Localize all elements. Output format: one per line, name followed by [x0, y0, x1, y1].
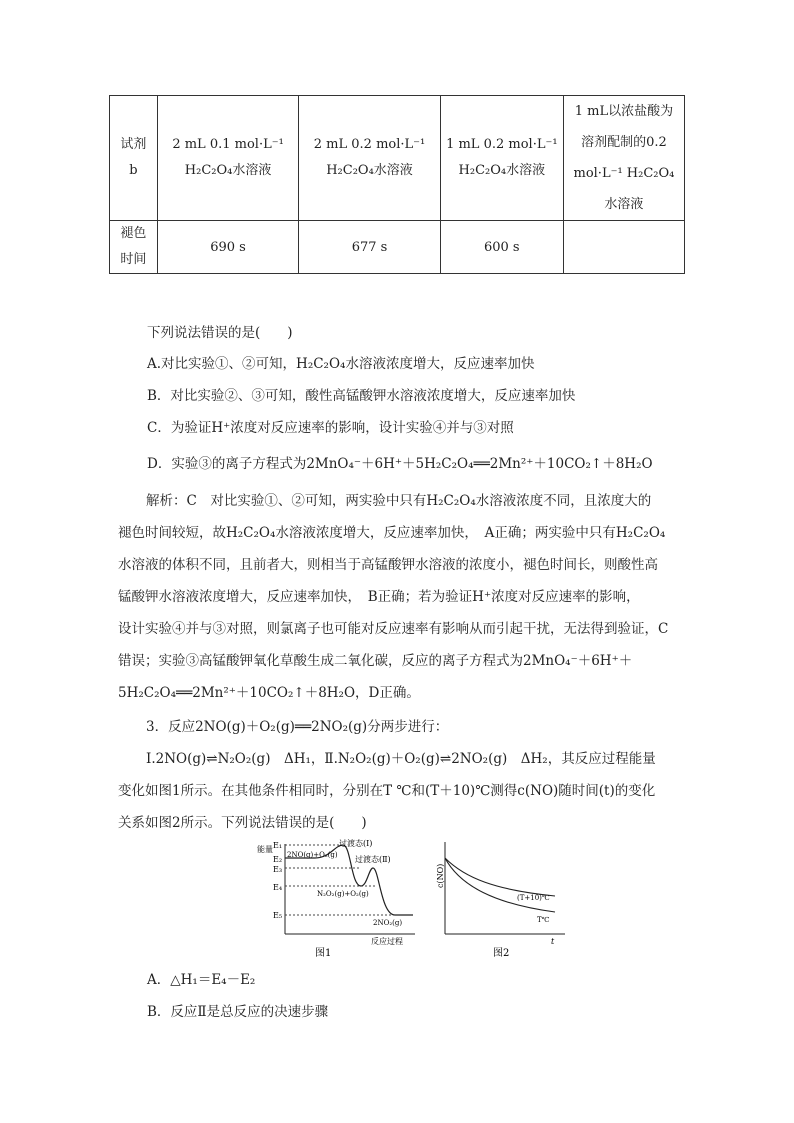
option-a: A.对比实验①、②可知，H₂C₂O₄水溶液浓度增大，反应速率加快 [147, 356, 535, 372]
head-line: b [129, 163, 138, 178]
analysis-line: 褪色时间较短，故H₂C₂O₄水溶液浓度增大，反应速率加快， A正确；两实验中只有H₂C₂O₄ [118, 525, 666, 541]
q3-option-b: B．反应Ⅱ是总反应的决速步骤 [147, 1004, 329, 1020]
cell-time1: 690 s [157, 221, 298, 274]
fig2-caption: 图2 [493, 948, 510, 959]
ts1-label: 过渡态(Ⅰ) [339, 839, 373, 848]
level-e3: E₃ [273, 865, 283, 874]
cell-line: 2 mL 0.1 mol·L⁻¹ [172, 137, 284, 152]
analysis-line: 设计实验④并与③对照，则氯离子也可能对反应速率有影响从而引起干扰，无法得到验证，C [118, 621, 669, 637]
analysis-line: 水溶液的体积不同，且前者大，则相当于高锰酸钾水溶液的浓度小，褪色时间长，则酸性高 [118, 557, 658, 573]
ts2-label: 过渡态(Ⅱ) [355, 855, 391, 864]
level-e1: E₁ [273, 841, 283, 850]
option-b: B．对比实验②、③可知，酸性高锰酸钾水溶液浓度增大，反应速率加快 [147, 388, 576, 404]
figure-2-concentration-plot [436, 842, 565, 959]
table-row [110, 96, 685, 221]
fig1-caption: 图1 [315, 948, 332, 959]
level-e5: E₅ [273, 911, 283, 920]
cell-line: H₂C₂O₄水溶液 [458, 163, 546, 178]
cell-exp1 [157, 96, 298, 221]
option-c: C．为验证H⁺浓度对反应速率的影响，设计实验④并与③对照 [147, 420, 514, 436]
q3-line: Ⅰ.2NO(g)⇌N₂O₂(g) ΔH₁，Ⅱ.N₂O₂(g)＋O₂(g)⇌2NO₂(g) ΔH₂，其反应过程能量 [146, 751, 656, 767]
head-line: 褪色 [120, 226, 147, 241]
curve-cold [445, 858, 555, 912]
q3-option-a: A．△H₁＝E₄－E₂ [147, 972, 256, 988]
q3-line: 3．反应2NO(g)＋O₂(g)══2NO₂(g)分两步进行： [146, 719, 449, 735]
cell-line: 水溶液 [604, 197, 644, 212]
option-d: D．实验③的离子方程式为2MnO₄⁻＋6H⁺＋5H₂C₂O₄══2Mn²⁺＋10CO₂↑＋8H₂O [147, 456, 653, 472]
row-head-reagent [110, 96, 158, 221]
level-e2: E₂ [273, 855, 283, 864]
mid-label: N₂O₂(g)+O₂(g) [317, 890, 369, 898]
reaction-figures [255, 838, 575, 963]
cell-line: 2 mL 0.2 mol·L⁻¹ [313, 137, 426, 152]
cell-line: H₂C₂O₄水溶液 [184, 163, 272, 178]
curve-hot-label: (T+10)℃ [517, 894, 550, 902]
head-line: 试剂 [120, 137, 147, 152]
table-row [110, 221, 685, 274]
figure-1-energy-diagram [257, 838, 415, 959]
curve-hot [445, 858, 555, 896]
reagent-table [109, 95, 685, 274]
fig1-xlabel: 反应过程 [371, 937, 403, 946]
cell-time2: 677 s [299, 221, 440, 274]
q3-line: 关系如图2所示。下列说法错误的是( ) [118, 815, 367, 831]
analysis-line: 5H₂C₂O₄══2Mn²⁺＋10CO₂↑＋8H₂O，D正确。 [118, 685, 420, 701]
cell-line: H₂C₂O₄水溶液 [326, 163, 413, 178]
cell-exp3 [440, 96, 563, 221]
analysis-paragraph [118, 485, 686, 709]
level-e4: E₄ [273, 883, 283, 892]
cell-line: 1 mL 0.2 mol·L⁻¹ [446, 137, 558, 152]
end-label: 2NO₂(g) [373, 919, 403, 927]
cell-line: 溶剂配制的0.2 [581, 135, 667, 150]
curve-cold-label: T℃ [537, 916, 550, 924]
analysis-line: 解析：C 对比实验①、②可知，两实验中只有H₂C₂O₄水溶液浓度不同，且浓度大的 [146, 493, 652, 509]
cell-time3: 600 s [440, 221, 563, 274]
head-line: 时间 [120, 252, 147, 267]
cell-line: mol·L⁻¹ H₂C₂O₄ [573, 166, 675, 181]
cell-time4 [563, 221, 684, 274]
fig2-xlabel: t [551, 937, 555, 946]
analysis-line: 锰酸钾水溶液浓度增大，反应速率加快， B正确；若为验证H⁺浓度对反应速率的影响， [118, 589, 640, 605]
fig1-ylabel: 能量 [257, 845, 273, 854]
start-label: 2NO(g)+O₂(g) [287, 851, 338, 859]
question-3 [118, 711, 686, 839]
row-head-fade-time [110, 221, 158, 274]
cell-exp4 [563, 96, 684, 221]
cell-exp2 [299, 96, 440, 221]
analysis-line: 错误；实验③高锰酸钾氧化草酸生成二氧化碳，反应的离子方程式为2MnO₄⁻＋6H⁺＋ [118, 653, 633, 669]
cell-line: 1 mL以浓盐酸为 [574, 104, 674, 119]
fig2-ylabel: c(NO) [436, 863, 445, 888]
q3-line: 变化如图1所示。在其他条件相同时，分别在T ℃和(T＋10)℃测得c(NO)随时间(t)的变化 [118, 783, 656, 799]
question-stem: 下列说法错误的是( ) [147, 325, 293, 341]
